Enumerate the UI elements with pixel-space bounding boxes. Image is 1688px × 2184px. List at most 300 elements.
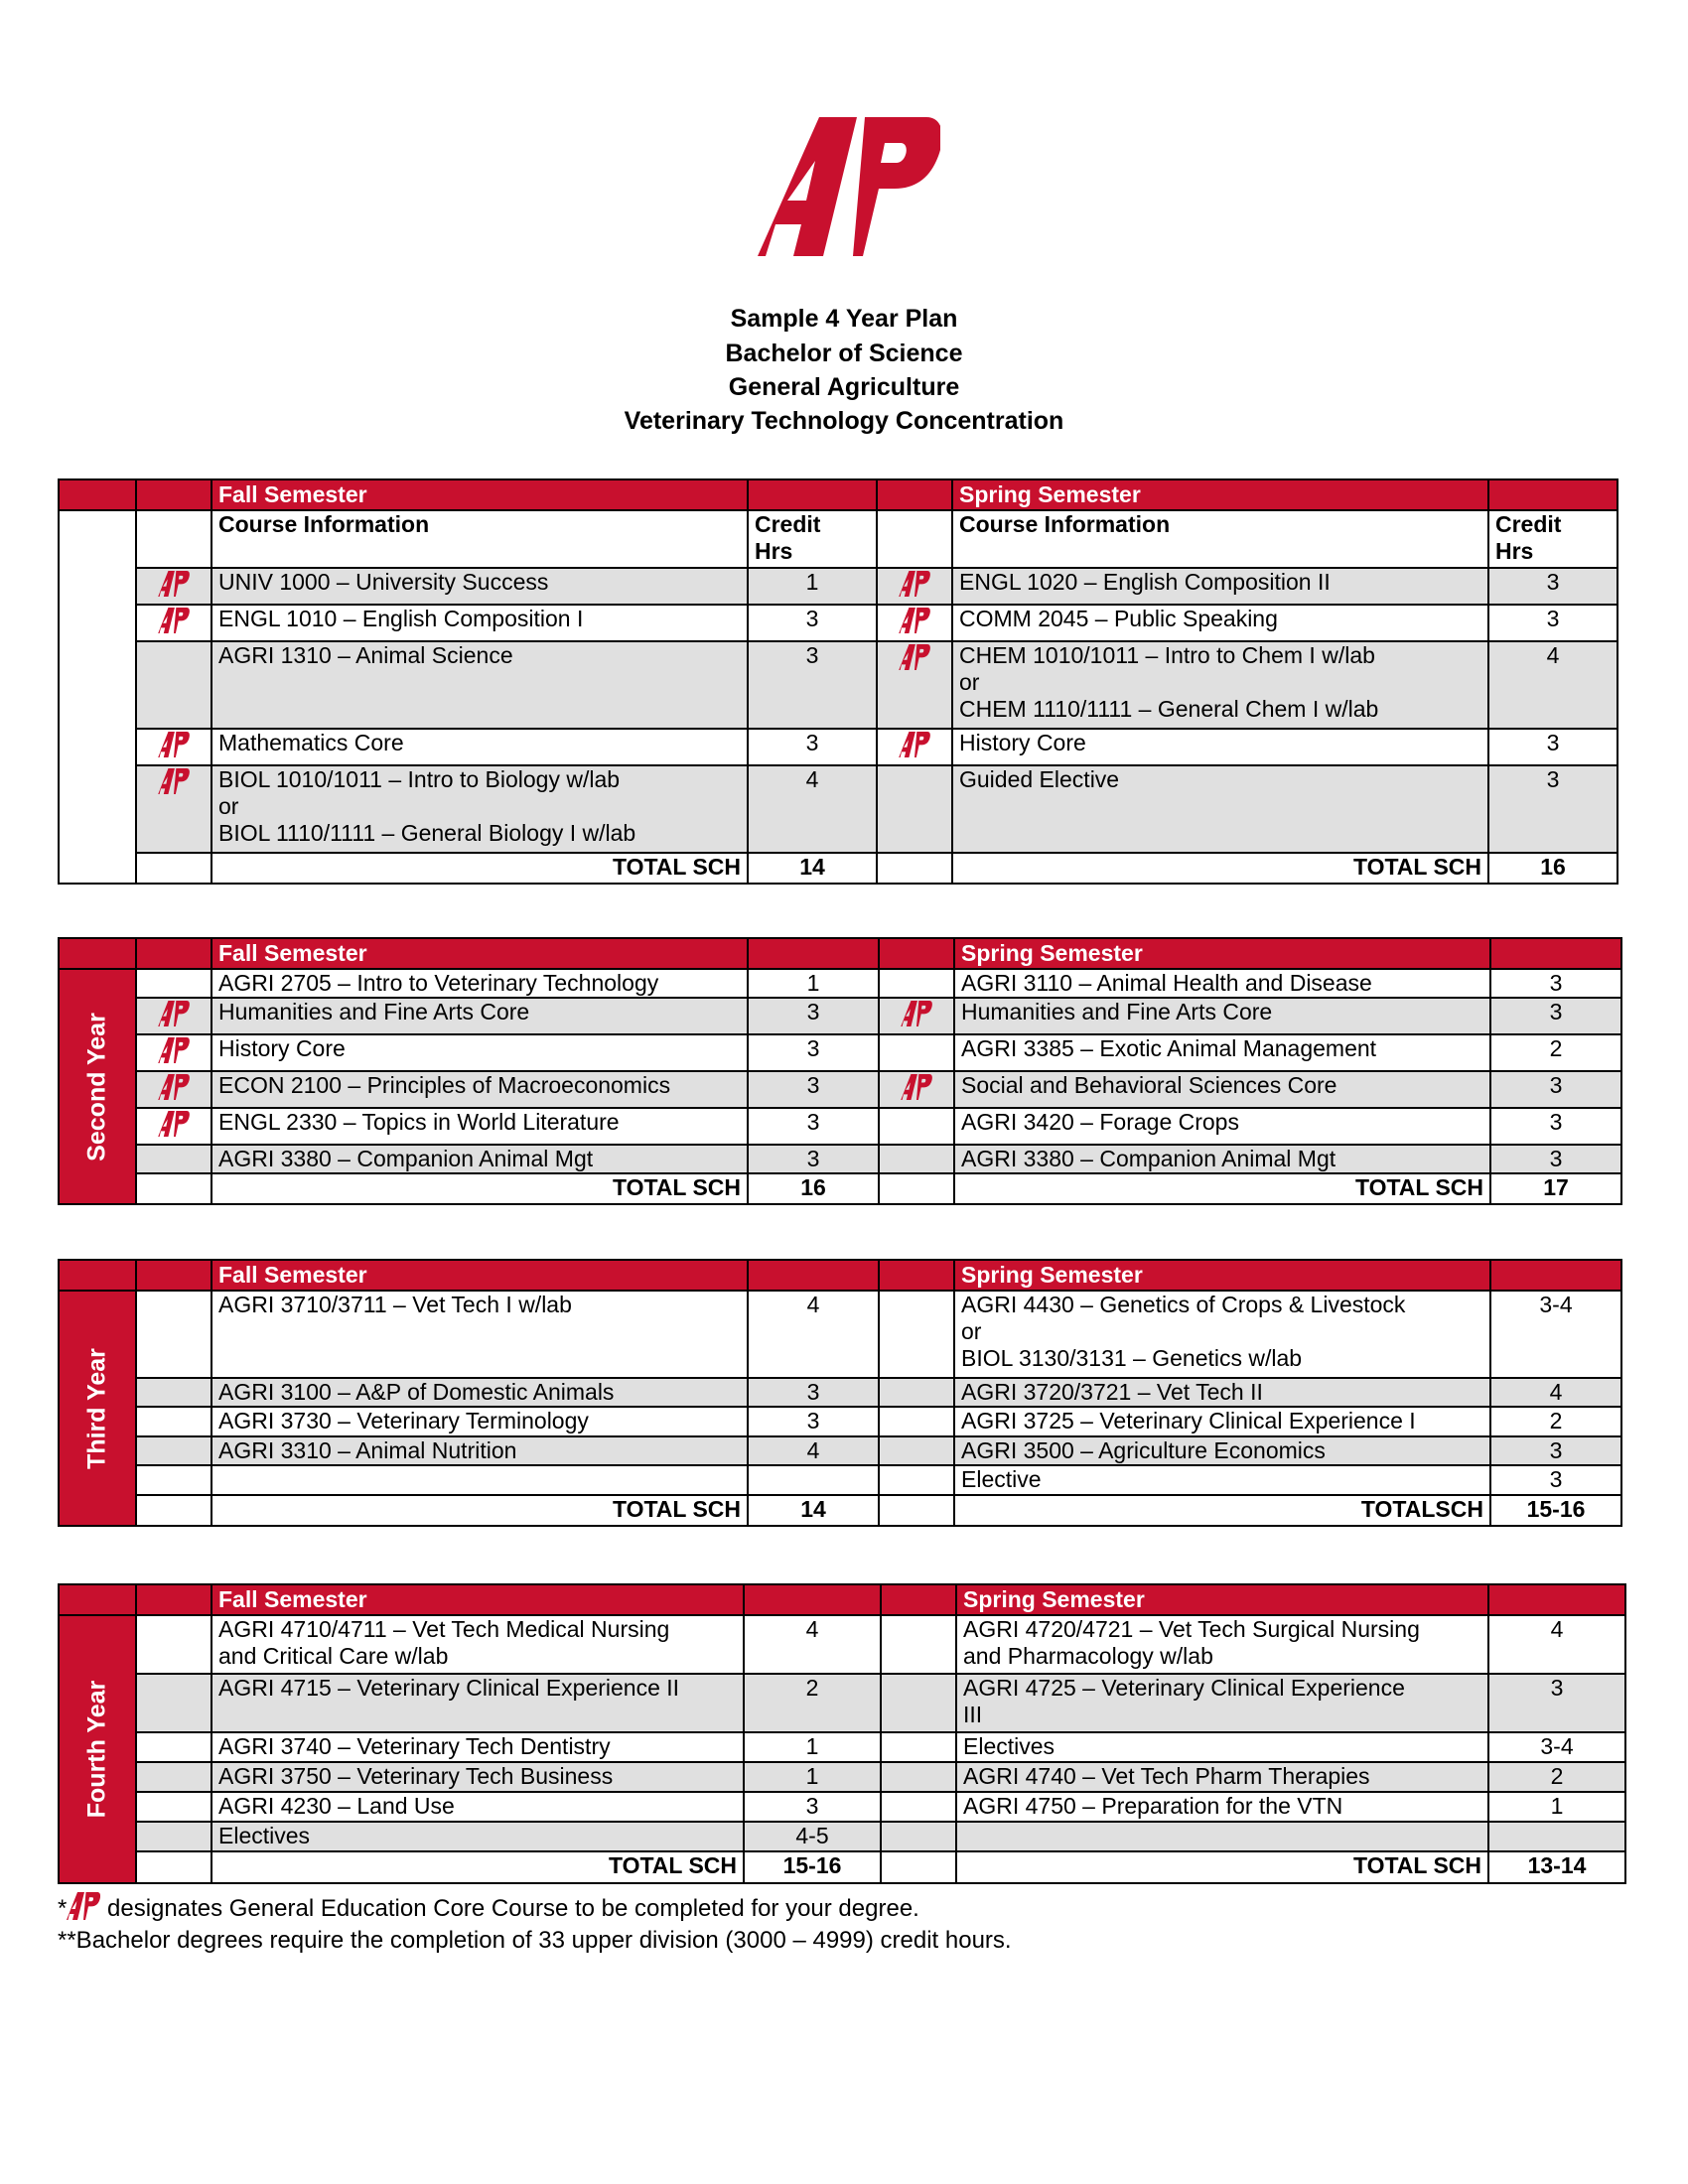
fall-credit-cell: 3 [748, 1407, 879, 1436]
spring-course-cell [952, 641, 1488, 729]
spring-course-cell [956, 1822, 1488, 1851]
course-row [59, 641, 1618, 729]
total-row [59, 853, 1618, 884]
ap-core-icon [901, 1001, 932, 1026]
spring-course-line: AGRI 3420 – Forage Crops [961, 1109, 1239, 1135]
spring-course-line: or [959, 669, 980, 695]
fall-core-marker-cell [136, 1436, 211, 1465]
fall-credit-cell: 3 [748, 1145, 879, 1173]
icon-subheader-cell [136, 510, 211, 568]
fall-course-line: BIOL 1110/1111 – General Biology I w/lab [218, 820, 636, 846]
fall-credit-cell: 3 [748, 1034, 879, 1071]
spring-course-info-header: Course Information [952, 510, 1488, 568]
fall-course-cell [211, 1108, 748, 1145]
spring-course-cell [954, 1145, 1490, 1173]
spring-total-value: 17 [1490, 1173, 1621, 1204]
course-row [59, 729, 1618, 765]
corner-cell [59, 1260, 136, 1291]
spring-semester-header: Spring Semester [954, 938, 1490, 969]
concentration-title: Veterinary Technology Concentration [624, 407, 1064, 435]
ap-core-icon [158, 768, 190, 794]
fall-core-marker-cell [136, 729, 211, 765]
spring-credit-cell: 2 [1488, 1762, 1625, 1792]
spring-total-value: 16 [1488, 853, 1618, 884]
spring-course-cell [954, 1071, 1490, 1108]
ap-core-icon [158, 732, 190, 757]
spring-course-cell [956, 1762, 1488, 1792]
fall-course-line: AGRI 3310 – Animal Nutrition [218, 1437, 517, 1463]
fall-course-cell [211, 1378, 748, 1407]
fall-course-line: Humanities and Fine Arts Core [218, 999, 530, 1024]
spring-icon-header-cell [879, 1260, 954, 1291]
spring-course-line: AGRI 3385 – Exotic Animal Management [961, 1035, 1377, 1061]
fall-core-marker-cell [136, 765, 211, 853]
spring-core-marker-cell [877, 568, 952, 605]
fall-course-cell [211, 1291, 748, 1378]
year-label-cell [59, 510, 136, 884]
course-row [59, 1465, 1621, 1495]
fall-course-line: AGRI 3100 – A&P of Domestic Animals [218, 1379, 615, 1405]
ap-core-icon [158, 1001, 190, 1026]
spring-course-line: Elective [961, 1466, 1042, 1492]
fall-semester-header: Fall Semester [211, 1260, 748, 1291]
spring-credit-cell: 3 [1490, 1108, 1621, 1145]
spring-credit-cell: 3 [1488, 568, 1618, 605]
spring-core-marker-cell [877, 765, 952, 853]
fall-course-cell [211, 729, 748, 765]
fall-core-marker-cell [136, 1762, 211, 1792]
spring-course-cell [952, 729, 1488, 765]
fall-course-cell [211, 1792, 744, 1822]
course-row [59, 1071, 1621, 1108]
spring-credit-cell: 3 [1488, 1674, 1625, 1732]
spring-course-line: Electives [963, 1733, 1055, 1759]
fall-course-info-header: Course Information [211, 510, 748, 568]
hrs-label: Hrs [755, 538, 793, 564]
fall-total-value: 15-16 [744, 1851, 881, 1883]
fall-course-line: Electives [218, 1823, 311, 1848]
spring-core-marker-cell [879, 1436, 954, 1465]
total-icon-cell [136, 853, 211, 884]
spring-course-cell [954, 1465, 1490, 1495]
fall-credit-hrs-header [748, 510, 877, 568]
spring-core-marker-cell [881, 1732, 956, 1762]
fall-semester-header: Fall Semester [211, 938, 748, 969]
fall-credit-cell [748, 1465, 879, 1495]
fall-semester-header: Fall Semester [211, 1584, 744, 1615]
fall-course-cell [211, 1822, 744, 1851]
ap-core-icon [158, 1037, 190, 1063]
fall-course-cell [211, 1071, 748, 1108]
fall-course-cell [211, 641, 748, 729]
fall-core-marker-cell [136, 1465, 211, 1495]
fall-total-label: TOTAL SCH [211, 853, 748, 884]
year-label: Third Year [82, 1347, 111, 1469]
year-label: Fourth Year [82, 1680, 111, 1819]
spring-course-line: Social and Behavioral Sciences Core [961, 1072, 1337, 1098]
fall-course-cell [211, 969, 748, 998]
fall-credit-cell: 3 [748, 605, 877, 641]
fall-course-line: AGRI 4715 – Veterinary Clinical Experience II [218, 1675, 680, 1701]
degree-title: Bachelor of Science [725, 340, 963, 367]
spring-credit-cell: 3 [1490, 1465, 1621, 1495]
spring-icon-header-cell [881, 1584, 956, 1615]
spring-credit-cell: 3-4 [1490, 1291, 1621, 1378]
hrs-label: Hrs [1495, 538, 1534, 564]
spring-course-line: COMM 2045 – Public Speaking [959, 606, 1278, 631]
spring-core-marker-cell [879, 969, 954, 998]
fall-course-cell [211, 568, 748, 605]
spring-total-value: 15-16 [1490, 1495, 1621, 1526]
total-icon-cell [136, 1495, 211, 1526]
spring-course-line: Guided Elective [959, 766, 1120, 792]
spring-core-marker-cell [879, 1378, 954, 1407]
fall-course-line: ENGL 1010 – English Composition I [218, 606, 584, 631]
spring-total-label: TOTAL SCH [952, 853, 1488, 884]
fall-course-line: AGRI 3380 – Companion Animal Mgt [218, 1146, 594, 1171]
fall-core-marker-cell [136, 998, 211, 1034]
fall-credit-header [748, 938, 879, 969]
total-icon-cell [877, 853, 952, 884]
fall-credit-cell: 4 [744, 1615, 881, 1674]
course-row [59, 1615, 1625, 1674]
spring-course-line: AGRI 3380 – Companion Animal Mgt [961, 1146, 1336, 1171]
total-row [59, 1851, 1625, 1883]
fall-core-marker-cell [136, 1674, 211, 1732]
fall-credit-cell: 1 [748, 568, 877, 605]
spring-credit-cell: 3 [1488, 729, 1618, 765]
fall-core-marker-cell [136, 1822, 211, 1851]
fall-credit-cell: 2 [744, 1674, 881, 1732]
fall-course-line: AGRI 3730 – Veterinary Terminology [218, 1408, 589, 1433]
fall-credit-cell: 3 [748, 729, 877, 765]
spring-course-cell [954, 1407, 1490, 1436]
course-row [59, 1108, 1621, 1145]
fall-core-marker-cell [136, 1378, 211, 1407]
total-icon-cell [136, 1851, 211, 1883]
fall-core-marker-cell [136, 568, 211, 605]
icon-header-cell [136, 938, 211, 969]
fall-course-cell [211, 1762, 744, 1792]
fall-credit-cell: 3 [748, 998, 879, 1034]
fall-course-line: BIOL 1010/1011 – Intro to Biology w/lab [218, 766, 621, 792]
spring-course-cell [952, 765, 1488, 853]
fall-core-marker-cell [136, 969, 211, 998]
spring-course-line: AGRI 3500 – Agriculture Economics [961, 1437, 1326, 1463]
spring-core-marker-cell [879, 998, 954, 1034]
spring-icon-header-cell [877, 479, 952, 510]
spring-core-marker-cell [879, 1071, 954, 1108]
spring-core-marker-cell [877, 641, 952, 729]
ap-core-icon [901, 1074, 932, 1100]
spring-course-line: AGRI 3725 – Veterinary Clinical Experience I [961, 1408, 1416, 1433]
spring-course-cell [954, 1291, 1490, 1378]
spring-course-cell [952, 605, 1488, 641]
spring-course-cell [954, 969, 1490, 998]
ap-core-icon [158, 571, 190, 597]
spring-total-label: TOTAL SCH [956, 1851, 1488, 1883]
fall-course-line: and Critical Care w/lab [218, 1643, 449, 1669]
fall-core-marker-cell [136, 1034, 211, 1071]
spring-core-marker-cell [877, 729, 952, 765]
year-label: Second Year [82, 1012, 111, 1161]
spring-course-line: CHEM 1110/1111 – General Chem I w/lab [959, 696, 1379, 722]
fall-core-marker-cell [136, 1291, 211, 1378]
course-row [59, 998, 1621, 1034]
fall-credit-header [744, 1584, 881, 1615]
spring-total-label: TOTALSCH [954, 1495, 1490, 1526]
fall-credit-cell: 4 [748, 765, 877, 853]
fall-course-line: UNIV 1000 – University Success [218, 569, 549, 595]
year-table [58, 1259, 1622, 1527]
spring-course-cell [954, 1034, 1490, 1071]
spring-course-cell [956, 1732, 1488, 1762]
spring-course-line: and Pharmacology w/lab [963, 1643, 1213, 1669]
fall-course-cell [211, 1674, 744, 1732]
course-row [59, 1291, 1621, 1378]
total-icon-cell [879, 1495, 954, 1526]
fall-course-cell [211, 1407, 748, 1436]
total-icon-cell [136, 1173, 211, 1204]
spring-course-line: ENGL 1020 – English Composition II [959, 569, 1331, 595]
fall-course-cell [211, 1465, 748, 1495]
ap-core-icon [158, 1074, 190, 1100]
spring-credit-cell: 2 [1490, 1407, 1621, 1436]
fall-credit-cell: 3 [748, 641, 877, 729]
spring-credit-header [1490, 938, 1621, 969]
spring-semester-header: Spring Semester [954, 1260, 1490, 1291]
spring-credit-cell: 1 [1488, 1792, 1625, 1822]
fall-course-line: History Core [218, 1035, 346, 1061]
total-row [59, 1173, 1621, 1204]
spring-course-cell [956, 1615, 1488, 1674]
spring-credit-cell: 3 [1490, 1436, 1621, 1465]
fall-core-marker-cell [136, 641, 211, 729]
spring-credit-cell: 3-4 [1488, 1732, 1625, 1762]
spring-course-line: BIOL 3130/3131 – Genetics w/lab [961, 1345, 1303, 1371]
fall-credit-cell: 3 [744, 1792, 881, 1822]
spring-course-cell [954, 998, 1490, 1034]
icon-header-cell [136, 479, 211, 510]
fall-credit-header [748, 1260, 879, 1291]
year-label-cell [59, 1615, 136, 1883]
spring-course-line: AGRI 4740 – Vet Tech Pharm Therapies [963, 1763, 1370, 1789]
spring-core-marker-cell [881, 1762, 956, 1792]
fall-credit-cell: 3 [748, 1378, 879, 1407]
spring-core-marker-cell [877, 605, 952, 641]
course-row [59, 1674, 1625, 1732]
corner-cell [59, 1584, 136, 1615]
course-row [59, 1034, 1621, 1071]
fall-total-label: TOTAL SCH [211, 1851, 744, 1883]
spring-course-cell [954, 1108, 1490, 1145]
spring-course-line: or [961, 1318, 982, 1344]
spring-credit-cell [1488, 1822, 1625, 1851]
year-table [58, 937, 1622, 1205]
spring-core-marker-cell [879, 1407, 954, 1436]
fall-total-value: 14 [748, 1495, 879, 1526]
course-row [59, 1407, 1621, 1436]
spring-course-line: AGRI 3720/3721 – Vet Tech II [961, 1379, 1263, 1405]
spring-course-line: Humanities and Fine Arts Core [961, 999, 1273, 1024]
spring-credit-cell: 4 [1488, 1615, 1625, 1674]
spring-course-cell [956, 1674, 1488, 1732]
course-row [59, 969, 1621, 998]
fall-course-cell [211, 998, 748, 1034]
course-row [59, 1792, 1625, 1822]
spring-core-marker-cell [879, 1108, 954, 1145]
credit-label: Credit [755, 511, 821, 537]
fall-total-label: TOTAL SCH [211, 1173, 748, 1204]
spring-course-line: III [963, 1702, 983, 1727]
fall-core-marker-cell [136, 1732, 211, 1762]
fall-total-label: TOTAL SCH [211, 1495, 748, 1526]
footnote-asterisk: * [58, 1895, 68, 1922]
credit-label: Credit [1495, 511, 1562, 537]
year-label-cell [59, 969, 136, 1204]
ap-core-icon [899, 644, 930, 670]
course-row [59, 1436, 1621, 1465]
fall-course-cell [211, 765, 748, 853]
course-row [59, 1822, 1625, 1851]
spring-course-cell [954, 1436, 1490, 1465]
spring-core-marker-cell [879, 1465, 954, 1495]
spring-credit-cell: 3 [1490, 1071, 1621, 1108]
spring-credit-header [1488, 479, 1618, 510]
fall-total-value: 14 [748, 853, 877, 884]
course-row [59, 605, 1618, 641]
spring-core-marker-cell [879, 1145, 954, 1173]
fall-course-line: ECON 2100 – Principles of Macroeconomics [218, 1072, 671, 1098]
total-icon-cell [879, 1173, 954, 1204]
ap-core-icon [67, 1892, 100, 1920]
corner-cell [59, 938, 136, 969]
fall-core-marker-cell [136, 605, 211, 641]
spring-course-line: AGRI 4720/4721 – Vet Tech Surgical Nursing [963, 1616, 1420, 1642]
spring-credit-cell: 4 [1488, 641, 1618, 729]
year-label: First Year [82, 640, 111, 753]
fall-course-line: Mathematics Core [218, 730, 404, 755]
icon-header-cell [136, 1260, 211, 1291]
spring-credit-cell: 2 [1490, 1034, 1621, 1071]
spring-core-marker-cell [881, 1674, 956, 1732]
spring-semester-header: Spring Semester [952, 479, 1488, 510]
spring-credit-cell: 3 [1488, 605, 1618, 641]
ap-core-icon [158, 1111, 190, 1137]
course-row [59, 1145, 1621, 1173]
austin-peay-ap-logo [758, 117, 940, 256]
fall-credit-cell: 1 [744, 1762, 881, 1792]
spring-credit-cell: 3 [1490, 969, 1621, 998]
spring-credit-header [1488, 1584, 1625, 1615]
fall-credit-cell: 3 [748, 1071, 879, 1108]
corner-cell [59, 479, 136, 510]
spring-core-marker-cell [881, 1822, 956, 1851]
fall-course-line: AGRI 3710/3711 – Vet Tech I w/lab [218, 1292, 572, 1317]
spring-core-marker-cell [879, 1034, 954, 1071]
spring-core-marker-cell [881, 1792, 956, 1822]
spring-course-line: AGRI 4430 – Genetics of Crops & Livestock [961, 1292, 1406, 1317]
spring-icon-header-cell [879, 938, 954, 969]
fall-credit-header [748, 479, 877, 510]
ap-core-icon [899, 571, 930, 597]
fall-course-line: AGRI 3750 – Veterinary Tech Business [218, 1763, 614, 1789]
total-row [59, 1495, 1621, 1526]
fall-course-cell [211, 1034, 748, 1071]
fall-course-cell [211, 1732, 744, 1762]
spring-course-line: AGRI 4725 – Veterinary Clinical Experience [963, 1675, 1405, 1701]
spring-course-line: CHEM 1010/1011 – Intro to Chem I w/lab [959, 642, 1375, 668]
spring-credit-cell: 3 [1490, 998, 1621, 1034]
year-label-cell [59, 1291, 136, 1526]
fall-core-marker-cell [136, 1792, 211, 1822]
fall-course-line: AGRI 2705 – Intro to Veterinary Technology [218, 970, 659, 996]
spring-course-line: History Core [959, 730, 1086, 755]
major-title: General Agriculture [728, 373, 960, 401]
footnote-upper-division: **Bachelor degrees require the completion of 33 upper division (3000 – 4999) credit hours. [58, 1927, 1012, 1954]
fall-course-cell [211, 1436, 748, 1465]
fall-credit-cell: 1 [748, 969, 879, 998]
fall-semester-header: Fall Semester [211, 479, 748, 510]
course-row [59, 568, 1618, 605]
fall-course-cell [211, 1615, 744, 1674]
fall-course-line: AGRI 4710/4711 – Vet Tech Medical Nursing [218, 1616, 670, 1642]
fall-course-line: or [218, 793, 239, 819]
footnote-core [58, 1892, 919, 1924]
spring-credit-header [1490, 1260, 1621, 1291]
icon-subheader-cell [877, 510, 952, 568]
fall-course-line: AGRI 4230 – Land Use [218, 1793, 455, 1819]
fall-credit-cell: 4-5 [744, 1822, 881, 1851]
fall-course-line: AGRI 1310 – Animal Science [218, 642, 513, 668]
fall-core-marker-cell [136, 1615, 211, 1674]
fall-core-marker-cell [136, 1407, 211, 1436]
spring-semester-header: Spring Semester [956, 1584, 1488, 1615]
plan-title: Sample 4 Year Plan [730, 305, 958, 333]
spring-credit-cell: 3 [1488, 765, 1618, 853]
fall-core-marker-cell [136, 1071, 211, 1108]
spring-course-line: AGRI 3110 – Animal Health and Disease [961, 970, 1372, 996]
fall-credit-cell: 1 [744, 1732, 881, 1762]
fall-course-cell [211, 605, 748, 641]
year-table [58, 1583, 1626, 1884]
fall-total-value: 16 [748, 1173, 879, 1204]
ap-core-icon [158, 608, 190, 633]
fall-course-cell [211, 1145, 748, 1173]
spring-credit-cell: 3 [1490, 1145, 1621, 1173]
fall-core-marker-cell [136, 1108, 211, 1145]
total-icon-cell [881, 1851, 956, 1883]
fall-core-marker-cell [136, 1145, 211, 1173]
spring-course-cell [952, 568, 1488, 605]
spring-credit-cell: 4 [1490, 1378, 1621, 1407]
icon-header-cell [136, 1584, 211, 1615]
spring-total-value: 13-14 [1488, 1851, 1625, 1883]
fall-credit-cell: 4 [748, 1291, 879, 1378]
course-row [59, 1732, 1625, 1762]
ap-core-icon [899, 608, 930, 633]
ap-core-icon [899, 732, 930, 757]
spring-core-marker-cell [879, 1291, 954, 1378]
fall-course-line: AGRI 3740 – Veterinary Tech Dentistry [218, 1733, 611, 1759]
spring-course-cell [956, 1792, 1488, 1822]
fall-course-line: ENGL 2330 – Topics in World Literature [218, 1109, 620, 1135]
fall-credit-cell: 4 [748, 1436, 879, 1465]
course-row [59, 1762, 1625, 1792]
fall-credit-cell: 3 [748, 1108, 879, 1145]
spring-course-line: AGRI 4750 – Preparation for the VTN [963, 1793, 1343, 1819]
year-table [58, 478, 1618, 885]
